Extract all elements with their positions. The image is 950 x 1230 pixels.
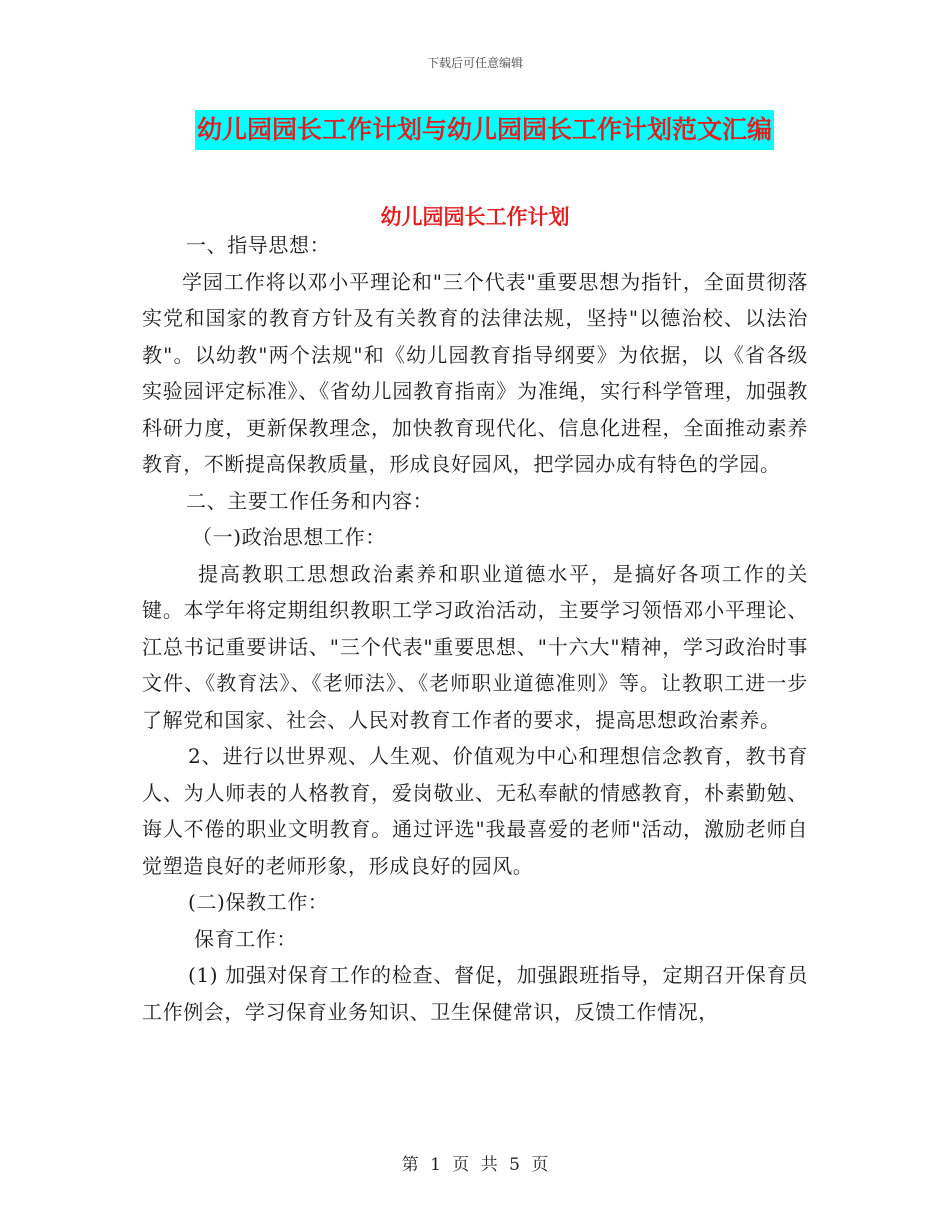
section-heading-guiding-ideology: 一、指导思想： — [186, 233, 331, 257]
document-sub-title: 幼儿园园长工作计划 — [380, 204, 570, 229]
header-note: 下载后可任意编辑 — [426, 56, 523, 70]
section-heading-main-tasks: 二、主要工作任务和内容： — [186, 488, 434, 513]
paragraph-care-work-item-1: (1) 加强对保育工作的检查、督促，加强跟班指导，定期召开保育员工作例会，学习保育业务知识、卫生保健常识，反馈工作情况， — [142, 963, 808, 1024]
paragraph-political-work: 提高教职工思想政治素养和职业道德水平，是搞好各项工作的关键。本学年将定期组织教职工学习政治活动，主要学习领悟邓小平理论、江总书记重要讲话、"三个代表"重要思想、"十六大"精神，学习政治时事文件、《教育法》、《老师法》、《老师职业道德准则》等。让教职工进一步了解党和国家、社会、人民对教育工作者的要求，提高思想政治素养。 — [142, 561, 808, 732]
document-main-title: 幼儿园园长工作计划与幼儿园园长工作计划范文汇编 — [195, 110, 774, 150]
paragraph-values-education: 2、进行以世界观、人生观、价值观为中心和理想信念教育，教书育人、为人师表的人格教育，爱岗敬业、无私奉献的情感教育，朴素勤勉、诲人不倦的职业文明教育。通过评选"我最喜爱的老师"活动，激励老师自觉塑造良好的老师形象，形成良好的园风。 — [142, 744, 808, 878]
subsection-heading-care-work: 保育工作： — [194, 926, 297, 951]
document-body — [142, 227, 808, 1030]
subsection-heading-political-work: （一)政治思想工作： — [192, 525, 386, 549]
page-footer: 第 1 页 共 5 页 — [401, 1155, 549, 1175]
subsection-heading-care-education: (二)保教工作： — [188, 890, 329, 914]
paragraph-guiding-ideology: 学园工作将以邓小平理论和"三个代表"重要思想为指针，全面贯彻落实党和国家的教育方针及有关教育的法律法规，坚持"以德治校、以法治教"。以幼教"两个法规"和《幼儿园教育指导纲要》为依据，以《省各级实验园评定标准》、《省幼儿园教育指南》为准绳，实行科学管理，加强教科研力度，更新保教理念，加快教育现代化、信息化进程，全面推动素养教育，不断提高保教质量，形成良好园风，把学园办成有特色的学园。 — [142, 269, 808, 476]
